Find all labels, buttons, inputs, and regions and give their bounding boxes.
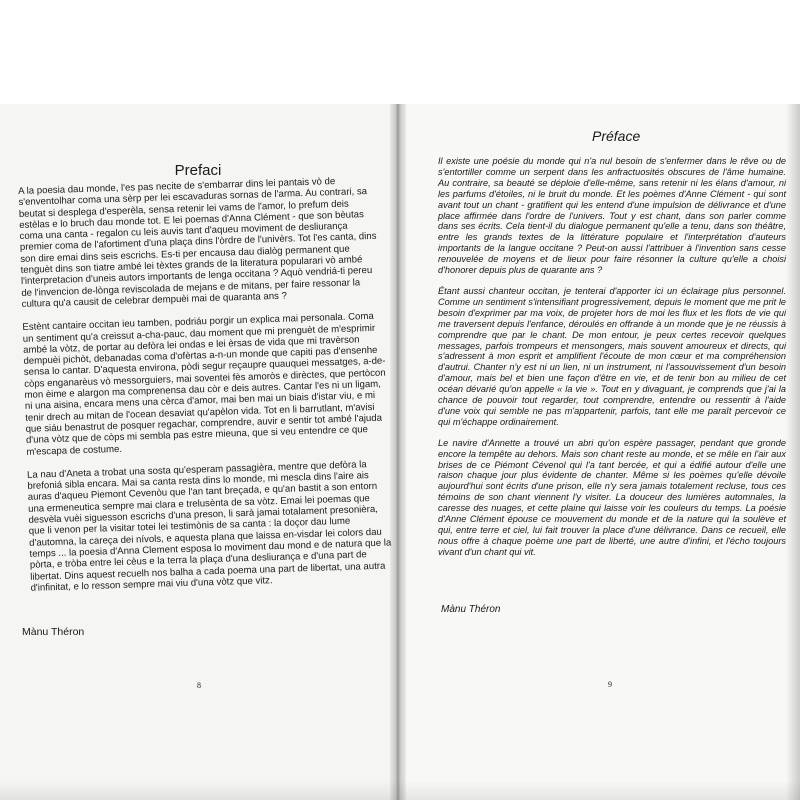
left-paragraph-3: La nau d'Aneta a trobat una sosta qu'esperam passagièra, mentre que defòra la brefoniá sibla encara. Mai sa canta resta dins lo monde, mi mescla dins l'aire ais auras d'aqueu Piemont Cevenòu que l'an tant breçada, e qu'an bastit a son entorn una ermeneutica sempre mai clara e trelusènta de sa vòtz. Emai lei poemas que desvèla vuèi siguesson escrichs d'una preson, li sarà jamai totalament presonièra, que li venon per la visitar totei lei testimònis de sa canta : la doçor dau lume d'automna, la careça dei nívols, e aquesta plana que laissa en-visdar lei colors dau temps ... la poesia d'Anna Clement esposa lo moviment dau mond e de natura que la pòrta, e tròba entre lei cèus e la terra la plaça d'una desliurança e d'una part de libertat. Dins aquest recuelh nos balha a cada poema una part de libertat, una autra d'infinitat, e lo resson sempre mai viu d'una vòtz que vitz.: [26, 459, 392, 594]
right-signature: Mànu Théron: [441, 604, 501, 615]
bottom-shadow: [0, 780, 800, 800]
left-paragraph-1: A la poesia dau monde, l'es pas necite de s'embarrar dins lei pantais vò de s'enventolhar coma una sèrp per lei escavaduras sornas de l'arma. Au contrari, sa beutat si desplega d'esperèla, sensa retenir lei vams de l'amor, lo prefum deis estèlas e lo bruch dau monde tot. E lei poemas d'Anna Clément - que son bèutas coma una canta - regalon cu leis auvis tant d'aqueu moviment de desliurança premier coma de l'afortiment d'una plaça dins l'òrdre de l'univèrs. Tot l'es canta, dins son dire emai dins seis escrichs. Es-ti per encausa dau dialòg permanent que tenguèt dins son tiatre ambé lei tèxtes grands de la literatura popularari vò ambé l'interpretacion d'uneis autors importants de lenga occitana ? Aquò vendriá-ti pereu de l'invencion de-lònga reviscolada de mejans e de mitans, per faire ressonar la cultura qu'a causit de celebrar dempuèi mai de quaranta ans ?: [18, 176, 377, 310]
right-page-body: [438, 156, 786, 568]
left-paragraph-2: Estènt cantaire occitan ieu tamben, podriáu porgir un explica mai personala. Coma un sentiment qu'a creissut a-cha-pauc, dau moment que mi prenguèt de m'esprimir ambé la vòtz, de portar au defòra lei ondas e lei èrsas de vida que mi travèrson dempuèi pichòt, debanadas coma d'ofèrtas a-n-un monde que capiti pas d'ensenhe sensa lo cantar. D'aquesta environa, pòdi segur reçaupre quauquei messatges, a-de-còps enganarèus vò messorguiers, mai soventei fès amoròs e dirèctes, que pertòcon mon èime e alargon ma comprenensa dau còr e deis autres. Cantar l'es ni un ligam, ni una aisina, encara mens una cèrca d'amor, mai ben mai un biais d'istar viu, e mi tenir drech au mitan de l'ocean desaviat qu'apèlon vida. Tot en li barrutlant, m'avisi que siáu benastrut de posquer regachar, comprendre, auvir e sentir tot ambé l'ajuda d'una vòtz que de còps mi sembla pas estre mieuna, que si veu entendre ce que m'escapa de costume.: [22, 311, 386, 458]
left-page-title: Prefaci: [174, 162, 222, 179]
right-paragraph-3: Le navire d'Annette a trouvé un abri qu'on espère passager, pendant que gronde encore la tempête au dehors. Mais son chant reste au monde, et se mêle en l'air aux brises de ce Piémont Cévenol qui l'a tant bercée, et qui a édifié autour d'elle une raison chaque jour plus évidente de chanter. Même si les poèmes qu'elle dévoile aujourd'hui sont écrits d'une prison, elle n'y sera jamais totalement recluse, tous ces témoins de son chant viennent l'y visiter. La douceur des lumières automnales, la caresse des nuages, et cette plaine qui laisse voir les couleurs du temps. La poésie d'Anne Clément épouse ce mouvement du monde et de la nature qui la soulève et qui, entre terre et ciel, lui fait trouver la place d'une délivrance. Dans ce recueil, elle nous offre à chaque poème une part de liberté, une autre d'infini, et l'écho toujours vivant d'un chant qui vit.: [438, 437, 786, 557]
right-page-number: 9: [608, 680, 612, 689]
left-signature: Mànu Théron: [22, 626, 85, 638]
left-page-number: 8: [197, 681, 201, 690]
page-edge-shadow: [786, 104, 800, 800]
right-paragraph-1: Il existe une poésie du monde qui n'a nul besoin de s'enfermer dans le rêve ou de s'entortiller comme un serpent dans les anfractuosités obscures de l'âme humaine. Au contraire, sa beauté se déploie d'elle-même, sans retenir ni les élans d'amour, ni les parfums d'étoiles, ni le bruit du monde. Et les poèmes d'Anne Clément - qui sont avant tout un chant - gratifient qui les entend d'une impulsion de délivrance et d'une place affirmée dans l'ordre de l'univers. Tout y est chant, dans son parler comme dans ses écrits. Cela tient-il du dialogue permanent qu'elle a tenu, dans son théâtre, entre les grands textes de la littérature populaire et l'interprétation d'auteurs importants de la langue occitane ? Peut-on aussi l'attribuer à l'invention sans cesse renouvelée de moyens et de lieux pour faire résonner la culture qu'elle a choisi d'honorer depuis plus de quarante ans ?: [438, 156, 786, 276]
right-paragraph-2: Étant aussi chanteur occitan, je tenterai d'apporter ici un éclairage plus personnel. Comme un sentiment s'intensifiant progressivement, depuis le moment que me prit le besoin d'exprimer par ma voix, de projeter hors de moi les flux et les flots de vie qui me traversent depuis l'enfance, déroulés en offrande à un monde que je ne réussis à comprendre que par le chant. De mon entour, je peux certes recevoir quelques messages, parfois trompeurs et mensongers, mais souvent amoureux et directs, qui s'adressent à mon esprit et amplifient l'écoute de mon cœur et ma compréhension d'autrui. Chanter n'y est ni un lien, ni un instrument, ni l'assouvissement d'un besoin d'amour, mais bel et bien une façon d'être en vie, et de tenir bon au milieu de cet océan dévarié qu'on appelle « la vie ». Tout en y divaguant, je comprends que j'ai la chance de pouvoir tout regarder, tout comprendre, entendre ou ressentir à l'aide d'une voix qui semble ne pas m'appartenir, parfois, tant elle me paraît percevoir ce qui m'échappe ordinairement.: [438, 285, 786, 427]
background-top: [0, 0, 800, 104]
book-gutter: [390, 104, 406, 800]
right-page-title: Préface: [592, 128, 641, 144]
left-page-body: [18, 175, 393, 606]
